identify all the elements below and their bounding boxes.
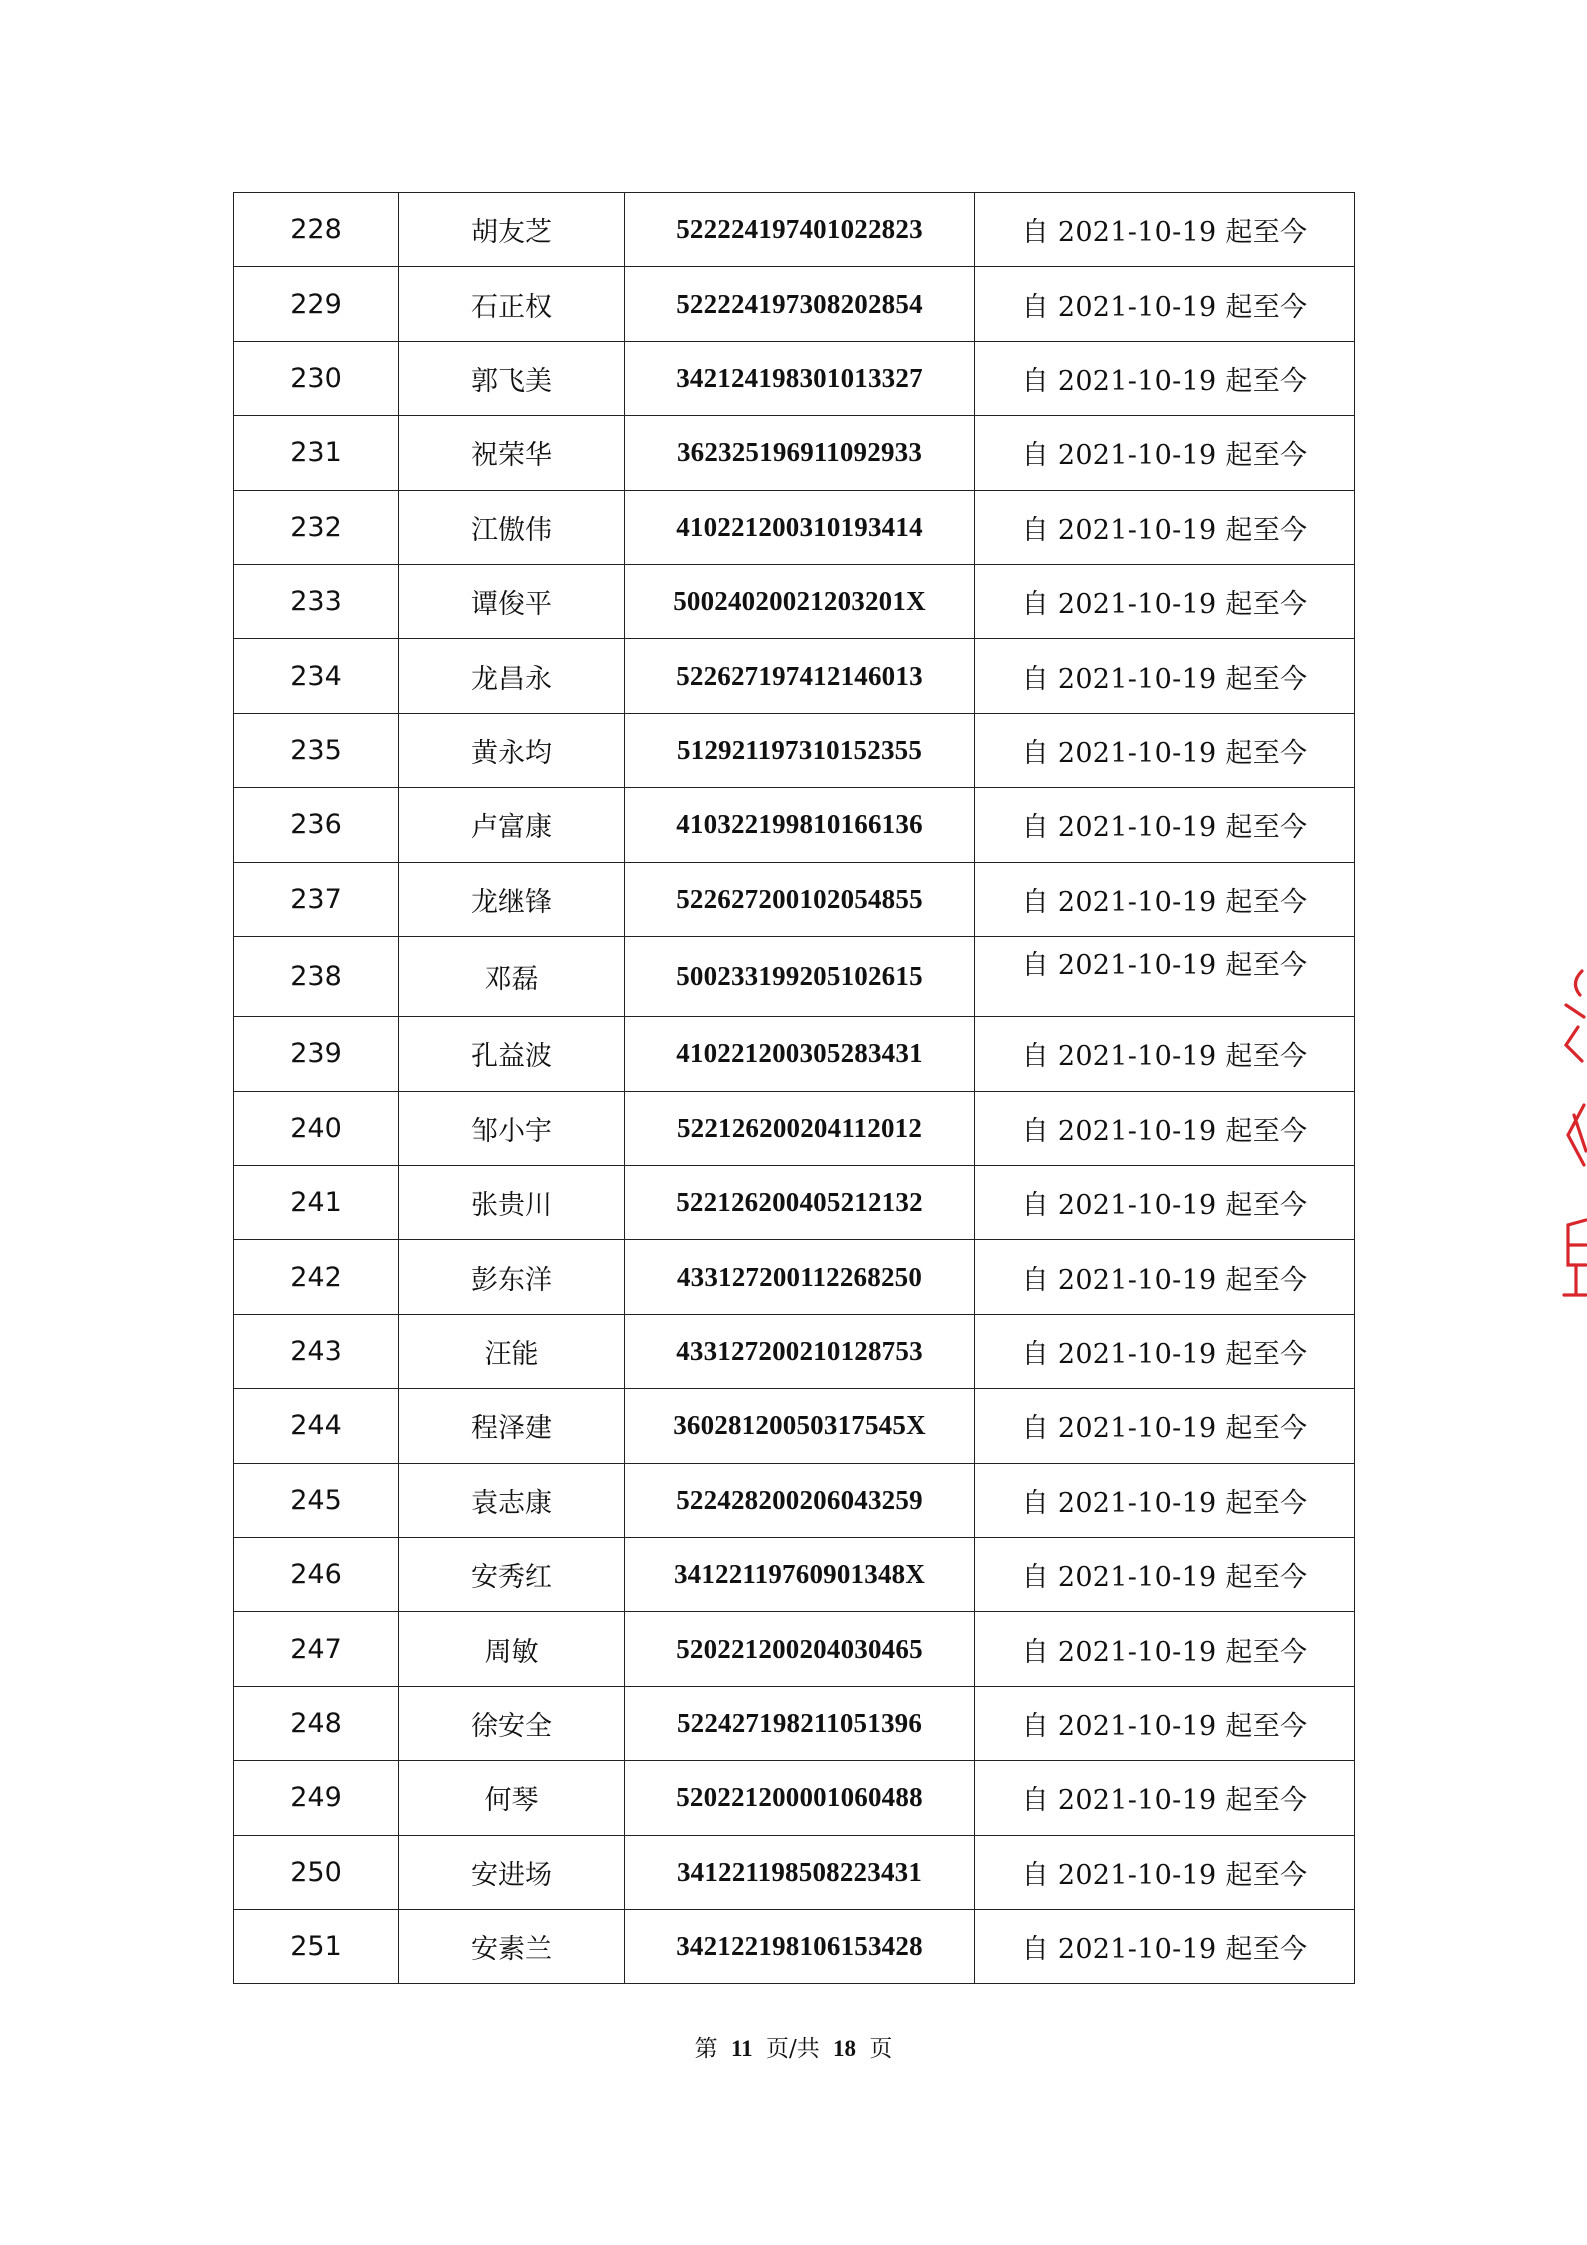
footer-suffix: 页 xyxy=(869,2036,893,2062)
table-row xyxy=(234,1538,1355,1612)
row-number: 245 xyxy=(234,1463,399,1537)
person-name: 张贵川 xyxy=(399,1166,625,1240)
row-number: 228 xyxy=(234,193,399,267)
table-row xyxy=(234,1017,1355,1091)
footer-current-page: 11 xyxy=(730,2036,753,2061)
period: 自 2021-10-19 起至今 xyxy=(975,267,1355,341)
period: 自 2021-10-19 起至今 xyxy=(975,1240,1355,1314)
id-number: 410221200310193414 xyxy=(625,490,975,564)
table-row xyxy=(234,1761,1355,1835)
period: 自 2021-10-19 起至今 xyxy=(975,490,1355,564)
person-name: 龙昌永 xyxy=(399,639,625,713)
row-number: 232 xyxy=(234,490,399,564)
person-name: 龙继锋 xyxy=(399,862,625,936)
table-row xyxy=(234,1909,1355,1983)
period: 自 2021-10-19 起至今 xyxy=(975,1166,1355,1240)
row-number: 240 xyxy=(234,1091,399,1165)
roster-table xyxy=(233,192,1355,1984)
row-number: 238 xyxy=(234,936,399,1016)
period: 自 2021-10-19 起至今 xyxy=(975,1091,1355,1165)
table-row xyxy=(234,713,1355,787)
period: 自 2021-10-19 起至今 xyxy=(975,639,1355,713)
row-number: 241 xyxy=(234,1166,399,1240)
period: 自 2021-10-19 起至今 xyxy=(975,936,1355,1016)
id-number: 520221200001060488 xyxy=(625,1761,975,1835)
table-row xyxy=(234,564,1355,638)
footer-middle: 页/共 xyxy=(765,2036,820,2062)
row-number: 249 xyxy=(234,1761,399,1835)
row-number: 244 xyxy=(234,1389,399,1463)
table-row xyxy=(234,416,1355,490)
table-row xyxy=(234,1091,1355,1165)
period: 自 2021-10-19 起至今 xyxy=(975,713,1355,787)
table-row xyxy=(234,862,1355,936)
person-name: 石正权 xyxy=(399,267,625,341)
row-number: 230 xyxy=(234,341,399,415)
person-name: 黄永均 xyxy=(399,713,625,787)
id-number: 410221200305283431 xyxy=(625,1017,975,1091)
person-name: 卢富康 xyxy=(399,788,625,862)
period: 自 2021-10-19 起至今 xyxy=(975,862,1355,936)
id-number: 342124198301013327 xyxy=(625,341,975,415)
period: 自 2021-10-19 起至今 xyxy=(975,1686,1355,1760)
id-number: 433127200112268250 xyxy=(625,1240,975,1314)
period: 自 2021-10-19 起至今 xyxy=(975,1612,1355,1686)
person-name: 彭东洋 xyxy=(399,1240,625,1314)
row-number: 239 xyxy=(234,1017,399,1091)
table-row xyxy=(234,1166,1355,1240)
seal-glyph-fragment-3 xyxy=(1564,1220,1586,1295)
person-name: 祝荣华 xyxy=(399,416,625,490)
period: 自 2021-10-19 起至今 xyxy=(975,1909,1355,1983)
id-number: 522627197412146013 xyxy=(625,639,975,713)
table-row xyxy=(234,1314,1355,1388)
period: 自 2021-10-19 起至今 xyxy=(975,1314,1355,1388)
table-row xyxy=(234,1463,1355,1537)
row-number: 235 xyxy=(234,713,399,787)
row-number: 243 xyxy=(234,1314,399,1388)
person-name: 汪能 xyxy=(399,1314,625,1388)
id-number: 522126200405212132 xyxy=(625,1166,975,1240)
person-name: 徐安全 xyxy=(399,1686,625,1760)
person-name: 郭飞美 xyxy=(399,341,625,415)
period: 自 2021-10-19 起至今 xyxy=(975,788,1355,862)
table-row xyxy=(234,788,1355,862)
seal-glyph-fragment-2 xyxy=(1568,1105,1586,1165)
table-row xyxy=(234,1240,1355,1314)
table-row xyxy=(234,936,1355,1016)
id-number: 500233199205102615 xyxy=(625,936,975,1016)
row-number: 250 xyxy=(234,1835,399,1909)
row-number: 248 xyxy=(234,1686,399,1760)
id-number: 342122198106153428 xyxy=(625,1909,975,1983)
id-number: 36028120050317545X xyxy=(625,1389,975,1463)
seal-glyph-fragment-1 xyxy=(1566,971,1584,1061)
person-name: 孔益波 xyxy=(399,1017,625,1091)
table-row xyxy=(234,1612,1355,1686)
id-number: 50024020021203201X xyxy=(625,564,975,638)
person-name: 邓磊 xyxy=(399,936,625,1016)
id-number: 410322199810166136 xyxy=(625,788,975,862)
id-number: 34122119760901348X xyxy=(625,1538,975,1612)
table-row xyxy=(234,267,1355,341)
table-row xyxy=(234,639,1355,713)
footer-prefix: 第 xyxy=(694,2036,718,2062)
period: 自 2021-10-19 起至今 xyxy=(975,1538,1355,1612)
person-name: 安进场 xyxy=(399,1835,625,1909)
row-number: 237 xyxy=(234,862,399,936)
id-number: 512921197310152355 xyxy=(625,713,975,787)
footer-total-pages: 18 xyxy=(833,2036,857,2061)
row-number: 242 xyxy=(234,1240,399,1314)
roster-table-body xyxy=(234,193,1355,1984)
table-row xyxy=(234,1389,1355,1463)
period: 自 2021-10-19 起至今 xyxy=(975,193,1355,267)
row-number: 233 xyxy=(234,564,399,638)
person-name: 江傲伟 xyxy=(399,490,625,564)
id-number: 522627200102054855 xyxy=(625,862,975,936)
row-number: 234 xyxy=(234,639,399,713)
person-name: 何琴 xyxy=(399,1761,625,1835)
period: 自 2021-10-19 起至今 xyxy=(975,1835,1355,1909)
row-number: 247 xyxy=(234,1612,399,1686)
row-number: 246 xyxy=(234,1538,399,1612)
row-number: 251 xyxy=(234,1909,399,1983)
table-row xyxy=(234,1686,1355,1760)
id-number: 362325196911092933 xyxy=(625,416,975,490)
period: 自 2021-10-19 起至今 xyxy=(975,1389,1355,1463)
person-name: 安素兰 xyxy=(399,1909,625,1983)
period: 自 2021-10-19 起至今 xyxy=(975,341,1355,415)
period: 自 2021-10-19 起至今 xyxy=(975,1761,1355,1835)
person-name: 谭俊平 xyxy=(399,564,625,638)
row-number: 229 xyxy=(234,267,399,341)
table-row xyxy=(234,341,1355,415)
id-number: 433127200210128753 xyxy=(625,1314,975,1388)
table-row xyxy=(234,1835,1355,1909)
period: 自 2021-10-19 起至今 xyxy=(975,1463,1355,1537)
id-number: 520221200204030465 xyxy=(625,1612,975,1686)
person-name: 胡友芝 xyxy=(399,193,625,267)
person-name: 邹小宇 xyxy=(399,1091,625,1165)
table-row xyxy=(234,490,1355,564)
id-number: 522427198211051396 xyxy=(625,1686,975,1760)
id-number: 522224197308202854 xyxy=(625,267,975,341)
person-name: 周敏 xyxy=(399,1612,625,1686)
row-number: 231 xyxy=(234,416,399,490)
person-name: 安秀红 xyxy=(399,1538,625,1612)
table-row xyxy=(234,193,1355,267)
id-number: 522126200204112012 xyxy=(625,1091,975,1165)
period: 自 2021-10-19 起至今 xyxy=(975,564,1355,638)
person-name: 袁志康 xyxy=(399,1463,625,1537)
period: 自 2021-10-19 起至今 xyxy=(975,1017,1355,1091)
row-number: 236 xyxy=(234,788,399,862)
id-number: 341221198508223431 xyxy=(625,1835,975,1909)
person-name: 程泽建 xyxy=(399,1389,625,1463)
period: 自 2021-10-19 起至今 xyxy=(975,416,1355,490)
id-number: 522428200206043259 xyxy=(625,1463,975,1537)
page-footer xyxy=(0,2030,1587,2063)
id-number: 522224197401022823 xyxy=(625,193,975,267)
official-seal-fragment xyxy=(1560,965,1587,1325)
